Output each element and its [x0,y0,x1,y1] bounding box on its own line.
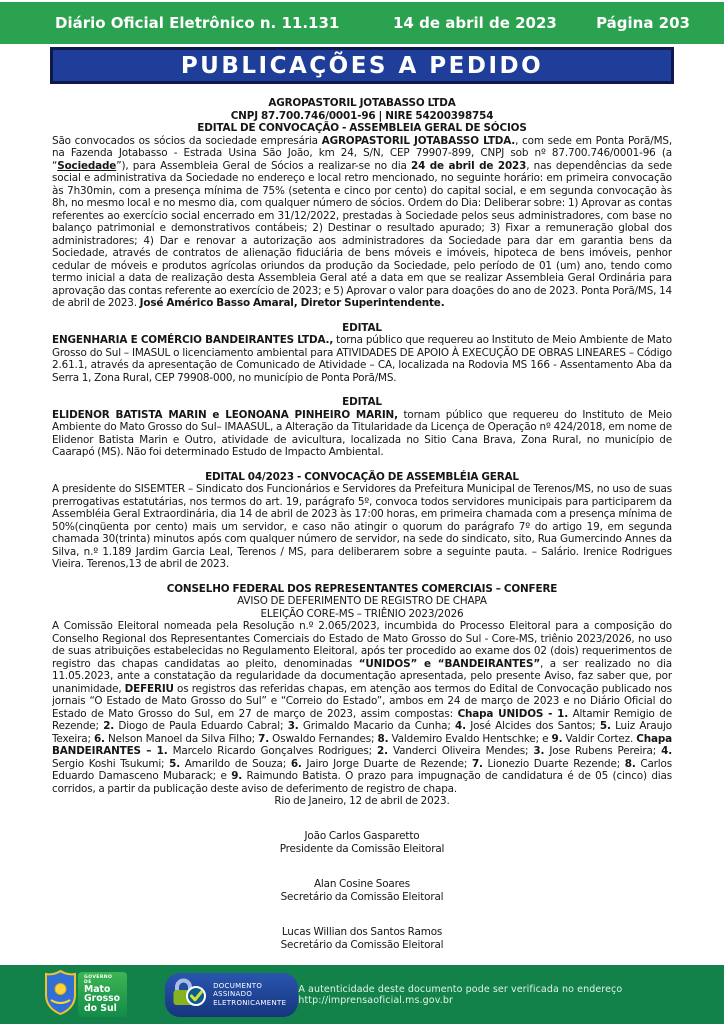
notice-sisemter [52,471,672,571]
document-content [52,97,672,962]
notice-body: ENGENHARIA E COMÉRCIO BANDEIRANTES LTDA., torna público que requereu ao Instituto de Meio Ambiente de Mato Grosso do Sul – IMASUL o licenciamento ambiental para ATIVIDADES DE APOIO À EXECUÇÃO DE OBRAS LINEARES – Código 2.61.1, através da apresentação de Comunicado de Atividade – CA, localizada na Rodovia MS 166 - Assentamento Aba da Serra 1, Zona Rural, CEP 79908-000, no município de Ponta Porã/MS. [52,334,672,384]
padlock-check-icon [172,978,208,1012]
notice-body: São convocados os sócios da sociedade empresária AGROPASTORIL JOTABASSO LTDA., com sede em Ponta Porã/MS, na Fazenda Jotabasso - Estrada Usina São João, km 24, S/N, CEP 79907-899, CNPJ sob nº 87.700.746/0001-96 (a “Sociedade”), para Assembleia Geral de Sócios a realizar-se no dia 24 de abril de 2023, nas dependências da sede social e administrativa da Sociedade no endereço e local retro mencionado, no seguinte horário: em primeira convocação às 7h30min, com a presença mínima de 75% (setenta e cinco por cento) do capital social, e em segunda convocação às 8h, no mesmo local e no mesmo dia, com qualquer número de sócios. Ordem do Dia: Deliberar sobre: 1) Aprovar as contas referentes ao exercício social encerrado em 31/12/2022, prestadas à Sociedade pelos seus administradores, com base no balanço patrimonial e demonstrativos contábeis; 2) Destinar o resultado apurado; 3) Fixar a remuneração global dos administradores; 4) Dar e renovar a autorização aos administradores da Sociedade para dar em garantia bens da Sociedade, através de contratos de alienação fiduciária de bens móveis e imóveis, hipoteca de bens imóveis, penhor cedular de móveis e produtos agrícolas oriundos da produção da Sociedade, pelo período de 01 (um) ano, tendo como termo inicial a data de realização desta Assembleia Geral até a data em que se realizar Assembleia Geral Ordinária para aprovação das contas referente ao exercício de 2023; e 5) Aprovar o valor para doações do ano de 2023. Ponta Porã/MS, 14 de abril de 2023. José Américo Basso Amaral, Diretor Superintendente. [52,134,672,309]
notice-heading: AGROPASTORIL JOTABASSO LTDA [268,97,456,109]
notice-body: A Comissão Eleitoral nomeada pela Resolução n.º 2.065/2023, incumbida do Processo Eleitoral para a composição do Conselho Regional dos Representantes Comerciais do Estado de Mato Grosso do Sul - Core-MS, triênio 2023/2026, no uso de suas atribuições estabelecidas no Regulamento Eleitoral, após ter procedido ao exame dos 02 (dois) requerimentos de registro das chapas candidatas ao pleito, denominadas “UNIDOS” e “BANDEIRANTES”, a ser realizado no dia 11.05.2023, ante a constatação da regularidade da documentação apresentada, pelo presente Aviso, faz saber que, por unanimidade, DEFERIU os registros das referidas chapas, em atenção aos termos do Edital de Convocação publicado nos jornais “O Estado de Mato Grosso do Sul” e “Correio do Estado”, ambos em 24 de março de 2023 e no Diário Oficial do Estado de Mato Grosso do Sul, em 27 de março de 2023, assim compostas: Chapa UNIDOS - 1. Altamir Remigio de Rezende; 2. Diogo de Paula Eduardo Cabral; 3. Grimaldo Macario da Cunha; 4. José Alcides dos Santos; 5. Luiz Araujo Texeira; 6. Nelson Manoel da Silva Filho; 7. Oswaldo Fernandes; 8. Valdemiro Evaldo Hentschke; e 9. Valdir Cortez. Chapa BANDEIRANTES – 1. Marcelo Ricardo Gonçalves Rodrigues; 2. Vanderci Oliveira Mendes; 3. Jose Rubens Pereira; 4. Sergio Koshi Tsukumi; 5. Amarildo de Souza; 6. Jairo Jorge Duarte de Rezende; 7. Lionezio Duarte Rezende; 8. Carlos Eduardo Damasceno Mubarack; e 9. Raimundo Batista. O prazo para impugnação de candidatura é de 05 (cinco) dias corridos, a partir da publicação deste aviso de deferimento de registro de chapa. [52,620,672,795]
signature-block [52,830,672,856]
signed-badge-line: ELETRONICAMENTE [213,998,287,1007]
notice-confere [52,583,672,808]
signed-badge-line: ASSINADO [213,990,253,999]
government-name-line: do Sul [84,1002,117,1014]
notice-body: A presidente do SISEMTER – Sindicato dos Funcionários e Servidores da Prefeitura Municipal de Terenos/MS, no uso de suas prerrogativas estatutárias, nos termos do art. 19, parágrafo 5º, convoca todos servidores municipais para participarem da Assembléia Geral Extraordinária, dia 14 de abril de 2023 às 17:00 horas, em primeira chamada com a presença mínima de 50%(cinqüenta por cento) mais um servidor, e caso não atingir o quorum do parágrafo 7º do artigo 19, em segunda chamada 30(trinta) minutos após com qualquer número de servidor, na sede do sindicato, sito, Rua Gumercindo Annes da Silva, n.º 1.189 Jardim Garcia Leal, Terenos / MS, para deliberarem sobre a seguinte pauta. – Salário. Irenice Rodrigues Vieira. Terenos,13 de abril de 2023. [52,483,672,570]
government-name-panel [78,972,127,1018]
signature-role: Secretário da Comissão Eleitoral [280,938,444,951]
gazette-header-bar [0,2,724,44]
signed-badge-text [213,982,286,1007]
notice-heading: CONSELHO FEDERAL DOS REPRESENTANTES COMERCIAIS – CONFERE [166,582,558,595]
gazette-date: 14 de abril de 2023 [393,14,557,32]
signed-badge-line: DOCUMENTO [213,982,263,991]
gazette-title: Diário Oficial Eletrônico n. 11.131 [55,14,340,32]
gazette-footer-bar [0,965,724,1024]
authenticity-verification-text: A autenticidade deste documento pode ser verificada no endereço http://imprensaoficial.ms.gov.br [298,983,623,1006]
signature-block [52,926,672,952]
signature-name: Alan Cosine Soares [313,877,411,890]
government-label: GOVERNO DE [84,974,113,985]
notice-agropastoril [52,97,672,310]
notice-heading: EDITAL 04/2023 - CONVOCAÇÃO DE ASSEMBLÉIA GERAL [205,470,519,483]
notice-dateline: Rio de Janeiro, 12 de abril de 2023. [274,795,450,807]
notice-heading: CNPJ 87.700.746/0001-96 | NIRE 54200398754 [230,109,494,122]
notice-subheading: ELEIÇÃO CORE-MS – TRIÊNIO 2023/2026 [260,607,464,620]
signature-name: Lucas Willian dos Santos Ramos [281,925,443,938]
government-name-line: Grosso [84,993,121,1005]
coat-of-arms-icon [45,970,76,1019]
notice-heading: EDITAL [342,396,382,408]
notice-marin [52,396,672,459]
gazette-page-number: Página 203 [596,14,690,32]
notice-heading: EDITAL [342,321,382,334]
notice-subheading: AVISO DE DEFERIMENTO DE REGISTRO DE CHAPA [237,595,487,607]
signature-role: Secretário da Comissão Eleitoral [280,890,444,903]
ms-government-logo [45,970,127,1019]
government-name-line: Mato [84,983,111,995]
signed-document-badge [165,973,298,1017]
signature-block [52,878,672,904]
notice-bandeirantes [52,322,672,385]
signature-role: Presidente da Comissão Eleitoral [279,842,445,855]
section-banner-label: PUBLICAÇÕES A PEDIDO [180,52,544,79]
notice-body: ELIDENOR BATISTA MARIN e LEONOANA PINHEIRO MARIN, tornam público que requereu do Instituto de Meio Ambiente do Mato Grosso do Sul– IMAASUL, a Alteração da Titularidade da Licença de Operação nº 424/2018, em nome de Elidenor Batista Marin e Outro, atividade de avicultura, localizada no Sitio Cana Brava, Zona Rural, no município de Caarapó (MS). Não foi determinado Estudo de Impacto Ambiental. [52,408,672,458]
section-banner [50,47,674,84]
notice-heading: EDITAL DE CONVOCAÇÃO - ASSEMBLEIA GERAL DE SÓCIOS [197,122,527,134]
signature-name: João Carlos Gasparetto [304,829,420,842]
